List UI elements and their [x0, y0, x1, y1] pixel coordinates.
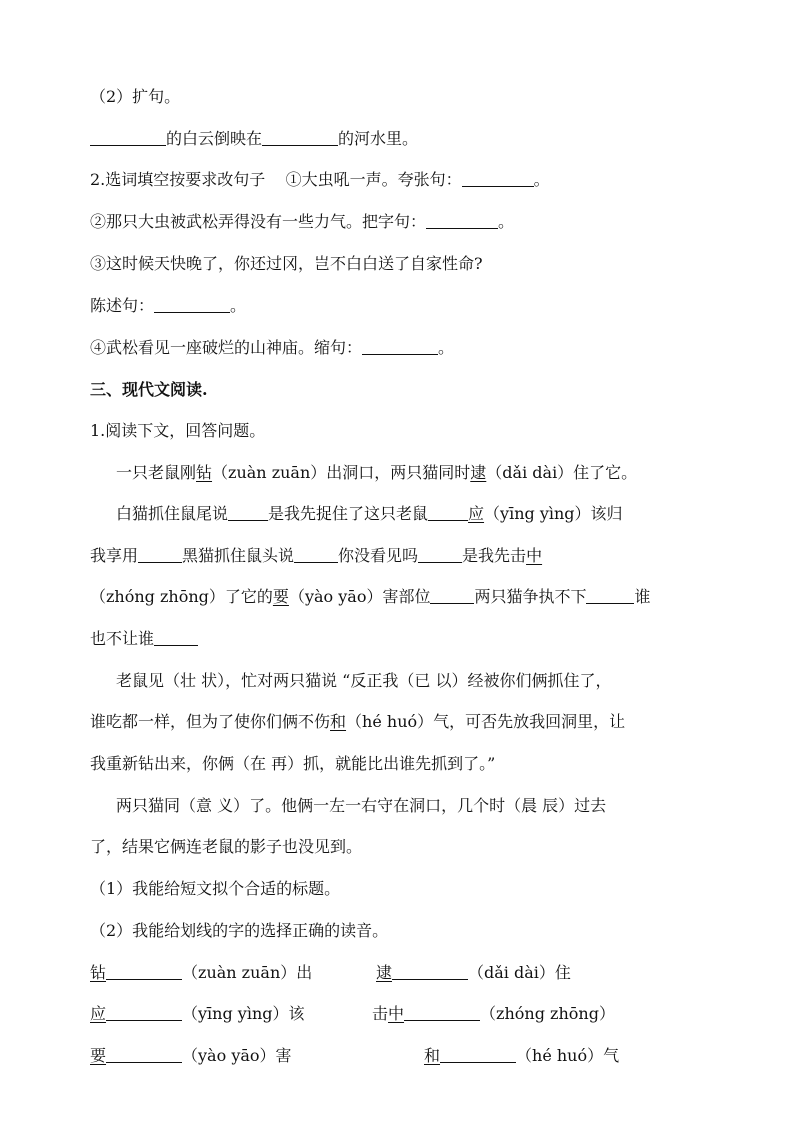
answer-blank[interactable] [404, 1004, 480, 1021]
pinyin-item-he: 和 （hé huó）气 [424, 1046, 620, 1065]
punctuation-blank[interactable] [428, 504, 468, 521]
underlined-char: 中 [526, 546, 543, 565]
underlined-char: 钻 [196, 463, 213, 482]
passage-line-3: 我享用 黑猫抓住鼠头说 你没看见吗 是我先击中 [90, 546, 543, 565]
answer-blank[interactable] [106, 963, 182, 980]
pinyin-item-dai: 逮 （dǎi dài）住 [376, 963, 571, 982]
answer-blank[interactable] [362, 338, 438, 355]
punctuation-blank[interactable] [228, 504, 268, 521]
answer-blank[interactable] [106, 1046, 182, 1063]
pinyin-item-zuan: 钻 （zuàn zuān）出 [90, 963, 313, 982]
passage-line-10: 了，结果它俩连老鼠的影子也没见到。 [90, 837, 363, 856]
passage-line-9: 两只猫同（意 义）了。他俩一左一右守在洞口，几个时（晨 辰）过去 [116, 796, 607, 815]
pinyin-item-ying: 应 （yīng yìng）该 [90, 1004, 305, 1023]
passage-line-5: 也不让谁 [90, 628, 198, 650]
answer-blank[interactable] [90, 129, 166, 146]
punctuation-blank[interactable] [294, 546, 338, 563]
answer-blank[interactable] [462, 170, 534, 187]
passage-line-7: 谁吃都一样，但为了使你们俩不伤和（hé huó）气，可否先放我回洞里，让 [90, 712, 626, 731]
answer-blank[interactable] [262, 129, 338, 146]
answer-blank[interactable] [440, 1046, 516, 1063]
section-title: 三、现代文阅读. [90, 380, 208, 399]
punctuation-blank[interactable] [154, 629, 198, 646]
passage-line-6: 老鼠见（壮 状），忙对两只猫说 “反正我（已 以）经被你们俩抓住了， [116, 671, 612, 690]
passage-line-2: 白猫抓住鼠尾说 是我先捉住了这只老鼠 应（yīng yìng）该归 [116, 504, 623, 523]
answer-blank[interactable] [392, 963, 468, 980]
passage-line-4: （zhóng zhōng）了它的要（yào yāo）害部位 两只猫争执不下 谁 [90, 587, 651, 606]
sub-question-2: （2）我能给划线的字的选择正确的读音。 [90, 921, 389, 940]
q2-item4: ④武松看见一座破烂的山神庙。缩句： 。 [90, 338, 455, 357]
underlined-char: 和 [330, 712, 347, 731]
punctuation-blank[interactable] [138, 546, 182, 563]
punctuation-blank[interactable] [430, 587, 474, 604]
punctuation-blank[interactable] [586, 587, 634, 604]
reading-question: 1.阅读下文，回答问题。 [90, 421, 266, 440]
answer-blank[interactable] [106, 1004, 182, 1021]
pinyin-item-zhong: 击中 （zhóng zhōng） [372, 1004, 615, 1023]
sub-question-1: （1）我能给短文拟个合适的标题。 [90, 879, 341, 898]
q2-item3: ③这时候天快晚了，你还过冈，岂不白白送了自家性命? [90, 254, 483, 273]
q2-item2: ②那只大虫被武松弄得没有一些力气。把字句： 。 [90, 212, 515, 231]
expand-sentence: 的白云倒映在 的河水里。 [90, 128, 418, 150]
q2-item1: 2.选词填空按要求改句子 ①大虫吼一声。夸张句： 。 [90, 170, 550, 189]
underlined-char: 应 [468, 504, 485, 523]
answer-blank[interactable] [426, 212, 498, 229]
underlined-char: 逮 [470, 463, 487, 482]
answer-blank[interactable] [154, 296, 230, 313]
q2-item3-answer: 陈述句： 。 [90, 296, 247, 315]
punctuation-blank[interactable] [418, 546, 462, 563]
passage-line-8: 我重新钻出来，你俩（在 再）抓，就能比出谁先抓到了。” [90, 754, 496, 773]
expand-heading: （2）扩句。 [90, 87, 181, 106]
underlined-char: 要 [272, 587, 289, 606]
pinyin-item-yao: 要 （yào yāo）害 [90, 1046, 292, 1065]
passage-line-1: 一只老鼠刚钻（zuàn zuān）出洞口，两只猫同时逮（dǎi dài）住了它。 [116, 463, 638, 482]
